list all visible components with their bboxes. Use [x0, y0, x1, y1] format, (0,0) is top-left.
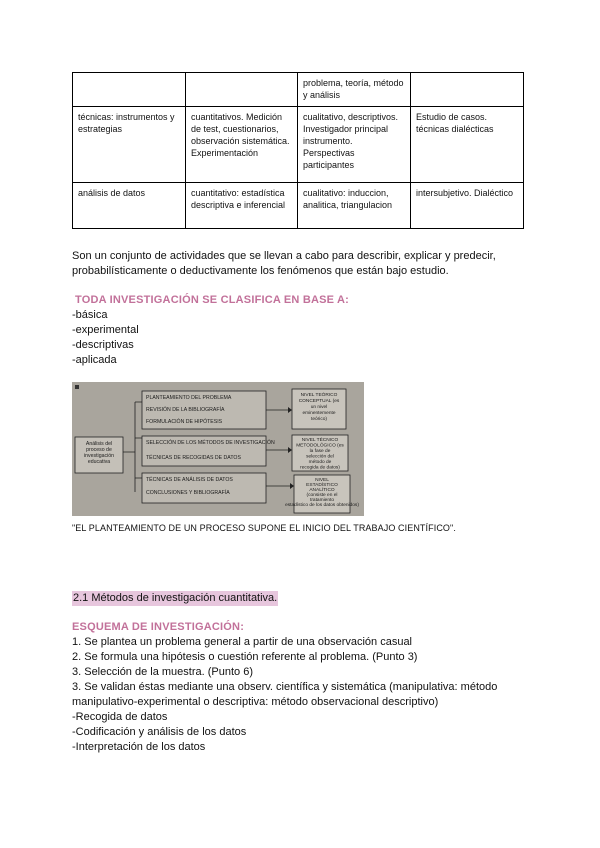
table-cell: cuantitativo: estadística descriptiva e inferencial — [186, 183, 298, 229]
table-row — [73, 107, 524, 183]
scheme-step: -Recogida de datos — [72, 711, 168, 723]
diagram-group1-line: REVISIÓN DE LA BIBLIOGRAFÍA — [146, 407, 225, 413]
diagram-level3-text: NIVEL ESTADÍSTICO ANALÍTICO (consiste en el tratamiento estadístico de los datos obtenidos) — [285, 478, 359, 508]
table-cell: cuantitativos. Medición de test, cuestionarios, observación sistemática. Experimentación — [186, 107, 298, 183]
table-cell — [186, 73, 298, 107]
section-title: 2.1 Métodos de investigación cuantitativa. — [73, 592, 278, 604]
scheme-heading: ESQUEMA DE INVESTIGACIÓN: — [72, 621, 245, 633]
scheme-step: -Codificación y análisis de los datos — [72, 726, 247, 738]
scheme-step: 3. Selección de la muestra. (Punto 6) — [72, 666, 253, 678]
classification-heading: TODA INVESTIGACIÓN SE CLASIFICA EN BASE A: — [75, 294, 350, 306]
scheme-step: 3. Se validan éstas mediante una observ. científica y sistemática (manipulativa: método manipulativo-experimental o descriptiva: método observacional descriptivo) — [72, 681, 498, 708]
table-row — [73, 73, 524, 107]
list-item: -descriptivas — [72, 339, 134, 351]
comparison-table — [72, 72, 524, 229]
diagram-group1-line: PLANTEAMIENTO DEL PROBLEMA — [146, 395, 232, 401]
table-cell: intersubjetivo. Dialéctico — [411, 183, 524, 229]
table-cell: problema, teoría, método y análisis — [298, 73, 411, 107]
diagram-left-box-text: Análisis del proceso de investigación educativa — [84, 441, 114, 465]
table-cell: análisis de datos — [73, 183, 186, 229]
diagram-level2-text: NIVEL TÉCNICO METODOLÓGICO (es la fase de selección del método de recogida de datos) — [296, 438, 344, 471]
scheme-step: 1. Se plantea un problema general a partir de una observación casual — [72, 636, 413, 648]
diagram-group2-line: TÉCNICAS DE RECOGIDAS DE DATOS — [146, 455, 241, 461]
list-item: -experimental — [72, 324, 139, 336]
table-cell — [73, 73, 186, 107]
scheme-step: -Interpretación de los datos — [72, 741, 206, 753]
table-cell: cualitativo, descriptivos. Investigador principal instrumento. Perspectivas participantes — [298, 107, 411, 183]
table-cell: cualitativo: induccion, analitica, triangulacion — [298, 183, 411, 229]
table-row — [73, 183, 524, 229]
diagram-group1-line: FORMULACIÓN DE HIPÓTESIS — [146, 419, 223, 425]
table-cell: técnicas: instrumentos y estrategias — [73, 107, 186, 183]
research-process-diagram — [72, 382, 364, 516]
diagram-group2-line: SELECCIÓN DE LOS MÉTODOS DE INVESTIGACIÓN — [146, 440, 275, 446]
quote-text: "EL PLANTEAMIENTO DE UN PROCESO SUPONE EL INICIO DEL TRABAJO CIENTÍFICO". — [72, 523, 456, 533]
scheme-step: 2. Se formula una hipótesis o cuestión referente al problema. (Punto 3) — [72, 651, 418, 663]
diagram-group3-line: TÉCNICAS DE ANÁLISIS DE DATOS — [146, 477, 233, 483]
intro-paragraph: Son un conjunto de actividades que se llevan a cabo para describir, explicar y predecir, probabilísticamente o deductivamente los fenómenos que están bajo estudio. — [72, 250, 496, 277]
list-item: -básica — [72, 309, 108, 321]
table-cell — [411, 73, 524, 107]
table-cell: Estudio de casos. técnicas dialécticas — [411, 107, 524, 183]
diagram-group3-line: CONCLUSIONES Y BIBLIOGRAFÍA — [146, 490, 230, 496]
diagram-level1-text: NIVEL TEÓRICO CONCEPTUAL (es un nivel eminentemente teórico) — [298, 393, 340, 422]
list-item: -aplicada — [72, 354, 117, 366]
